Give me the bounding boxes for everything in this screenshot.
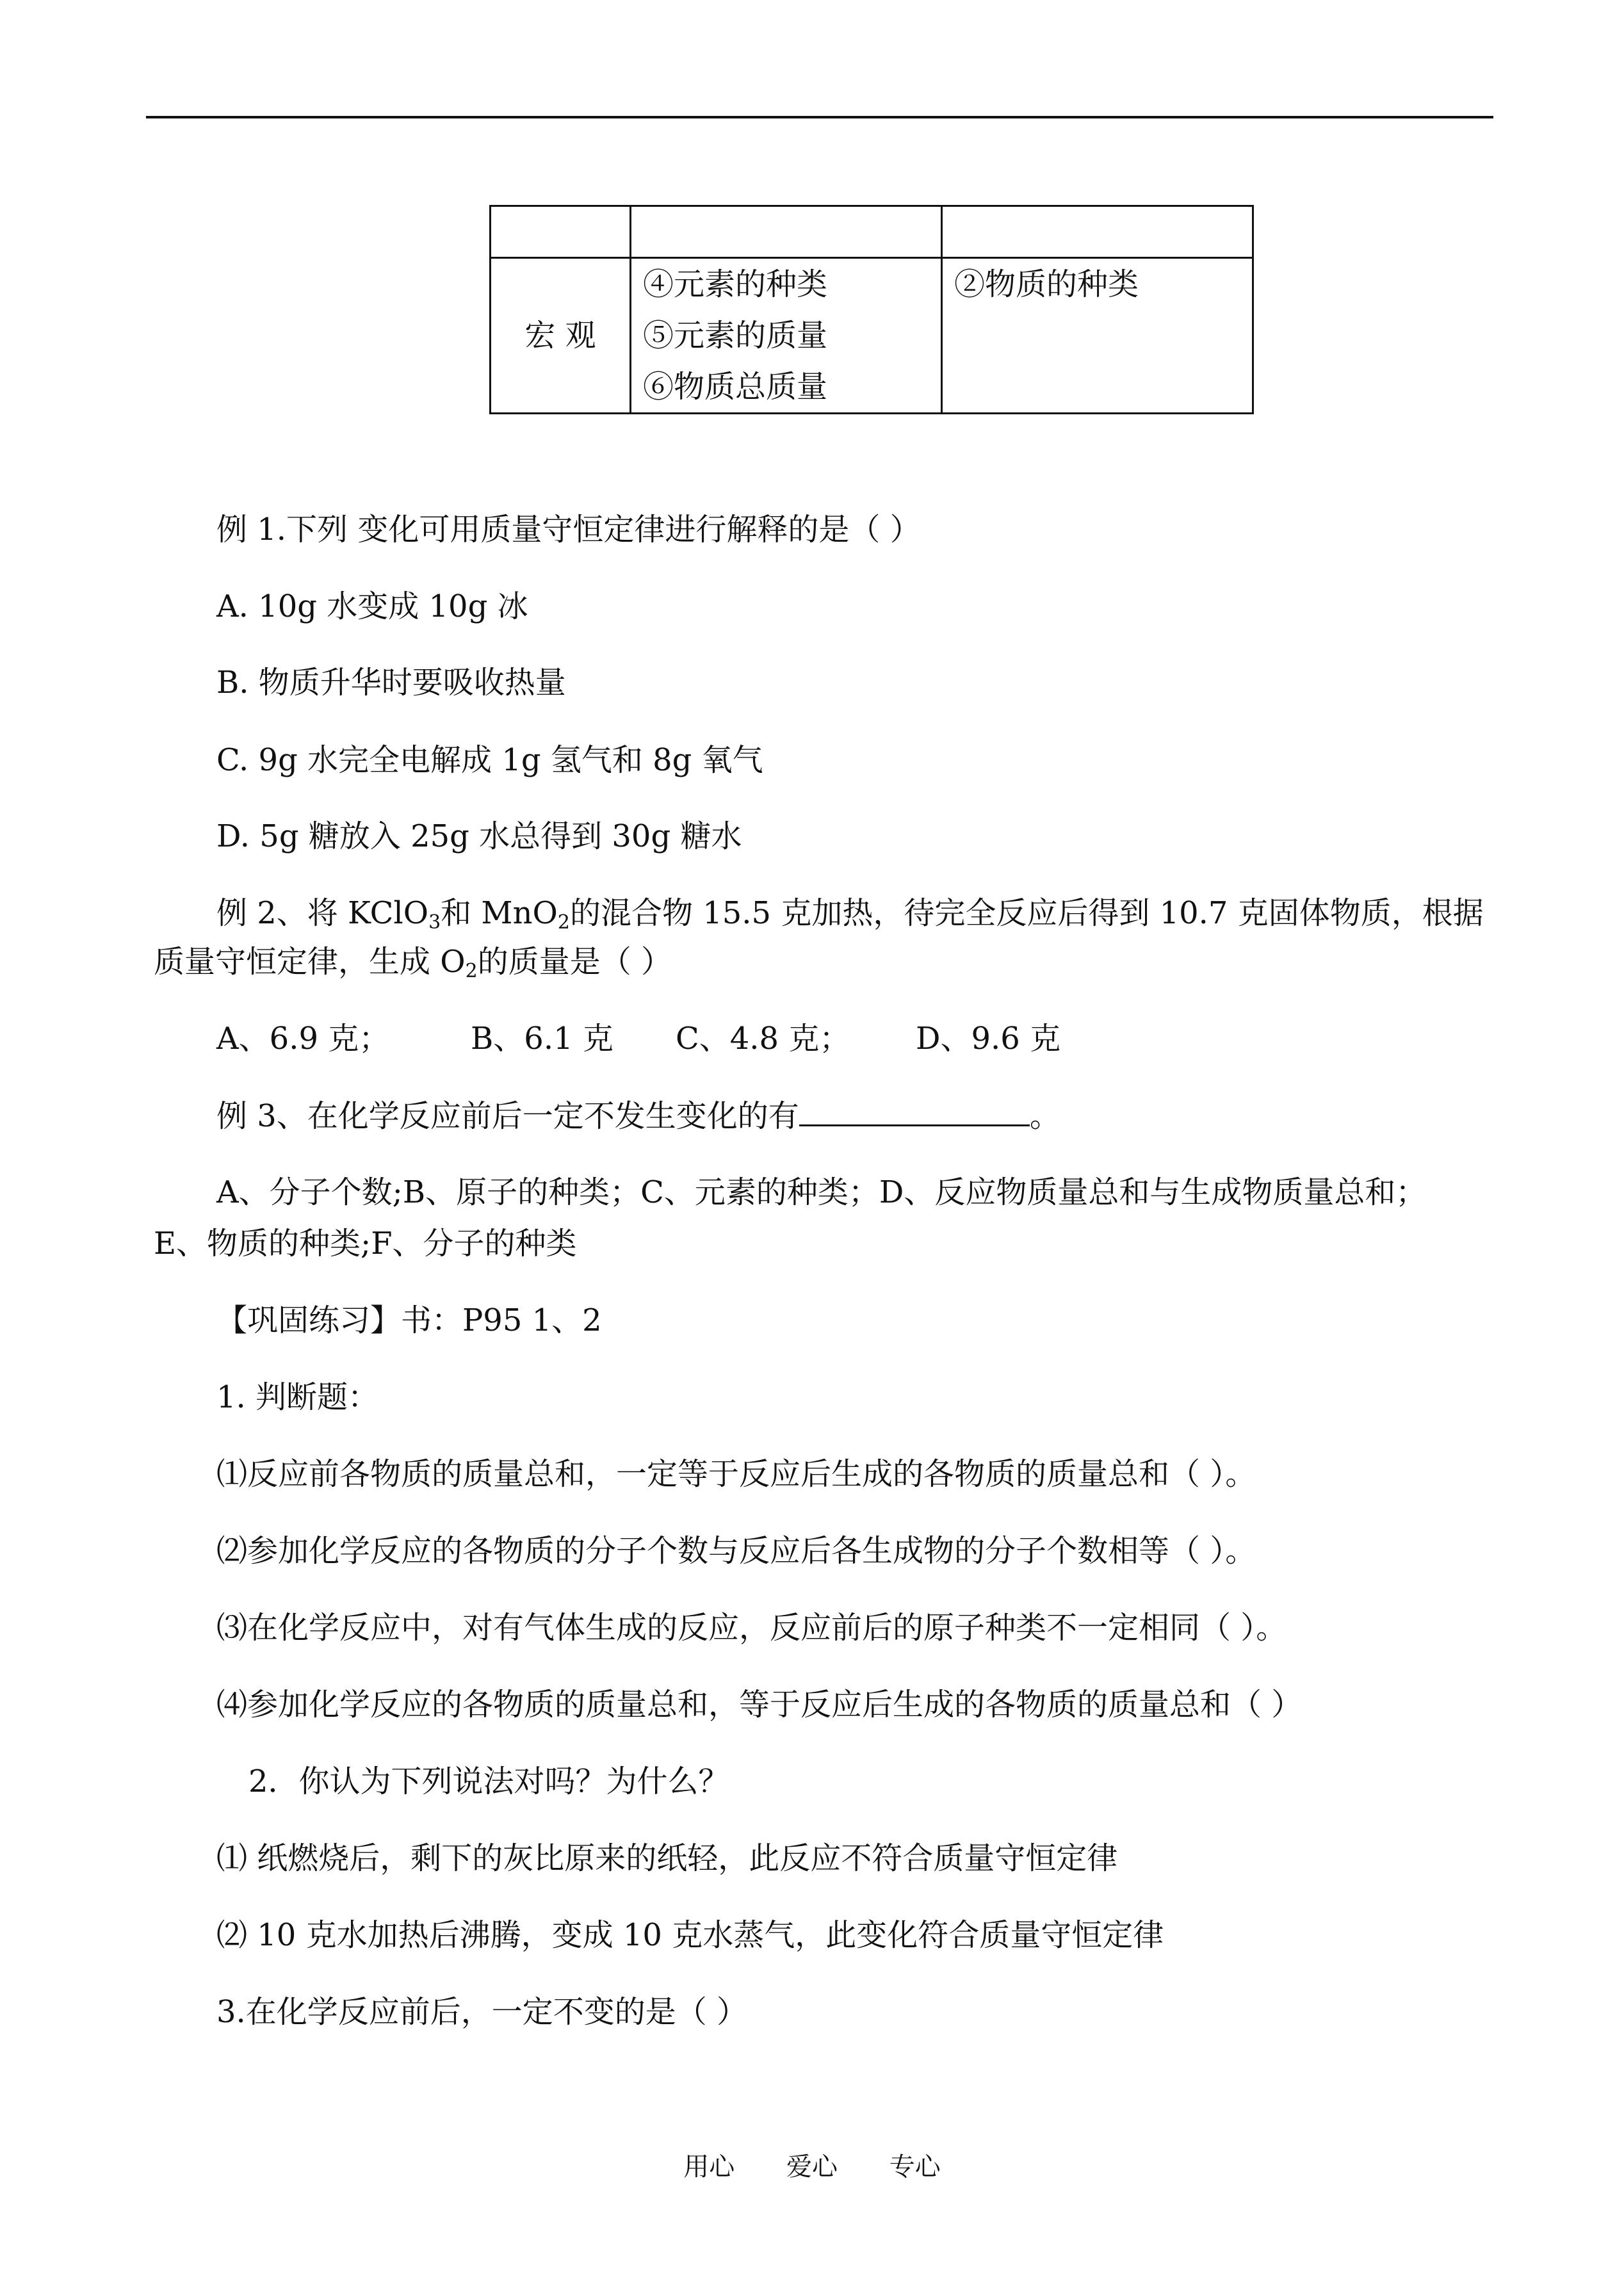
text-span: 的质量是（ ） [477,944,672,980]
practice-q1-title: 1. 判断题： [216,1379,379,1415]
example1-option-c: C. 9g 水完全电解成 1g 氢气和 8g 氧气 [216,742,763,778]
practice-q1-item-1: ⑴反应前各物质的质量总和，一定等于反应后生成的各物质的质量总和（ ）。 [216,1456,1256,1492]
text-span: 的混合物 15.5 克加热，待完全反应后得到 10.7 克固体物质，根据 [569,895,1484,931]
example2-question-line1 [216,893,1484,934]
table-header-cell-2 [631,206,942,258]
page-footer [0,2149,1624,2185]
row-label-macro: 宏 观 [491,258,631,414]
text-span: 例 3、在化学反应前后一定不发生变化的有 [216,1098,799,1134]
text-span: 例 2、将 KClO [216,895,429,931]
practice-q2-item-1: ⑴ 纸燃烧后，剩下的灰比原来的纸轻，此反应不符合质量守恒定律 [216,1840,1118,1876]
example1-option-b: B. 物质升华时要吸收热量 [216,665,566,701]
example2-option-d: D、9.6 克 [916,1021,1061,1057]
subscript: 2 [557,911,570,934]
list-item: ⑤元素的质量 [643,318,828,353]
practice-q1-item-4: ⑷参加化学反应的各物质的质量总和，等于反应后生成的各物质的质量总和（ ） [216,1687,1303,1723]
table-row-macro [491,258,1253,414]
table-header-cell-1 [491,206,631,258]
practice-q3: 3.在化学反应前后，一定不变的是（ ） [216,1994,748,2030]
table-header-row [491,206,1253,258]
header-rule [146,116,1493,118]
changed-list-cell [942,258,1253,414]
example2-question-line2 [154,941,672,982]
text-span: 。 [1029,1098,1060,1134]
example1-option-a: A. 10g 水变成 10g 冰 [216,588,528,624]
example3-options-line1: A、分子个数;B、原子的种类；C、元素的种类；D、反应物质量总和与生成物质量总和； [216,1174,1427,1210]
footer-item: 用心 [683,2152,735,2182]
subscript: 2 [465,960,478,982]
list-item: ④元素的种类 [643,266,828,302]
practice-q2-title: 2．你认为下列说法对吗？为什么？ [248,1764,729,1799]
answer-blank[interactable] [799,1095,1030,1126]
list-item: ⑥物质总质量 [643,369,828,405]
list-item: ②物质的种类 [954,266,1139,302]
practice-q2-item-2: ⑵ 10 克水加热后沸腾，变成 10 克水蒸气，此变化符合质量守恒定律 [216,1917,1164,1953]
footer-item: 爱心 [786,2152,838,2182]
example3-options-line2: E、物质的种类;F、分子的种类 [154,1226,577,1261]
conservation-table [489,205,1254,414]
example2-option-a: A、6.9 克； [216,1021,390,1057]
footer-item: 专心 [889,2152,941,2182]
example2-option-b: B、6.1 克 [471,1021,613,1057]
unchanged-list-cell [631,258,942,414]
table-header-cell-3 [942,206,1253,258]
practice-q1-item-2: ⑵参加化学反应的各物质的分子个数与反应后各生成物的分子个数相等（ ）。 [216,1533,1256,1569]
text-span: 和 MnO [441,895,558,931]
example3-question [216,1095,1060,1137]
example1-option-d: D. 5g 糖放入 25g 水总得到 30g 糖水 [216,818,742,854]
subscript: 3 [428,911,441,934]
practice-title: 【巩固练习】书：P95 1、2 [216,1302,602,1338]
practice-q1-item-3: ⑶在化学反应中，对有气体生成的反应，反应前后的原子种类不一定相同（ ）。 [216,1610,1287,1646]
example2-option-c: C、4.8 克； [676,1021,850,1057]
text-span: 质量守恒定律，生成 O [154,944,466,980]
example1-question: 例 1.下列 变化可用质量守恒定律进行解释的是（ ） [216,512,921,547]
